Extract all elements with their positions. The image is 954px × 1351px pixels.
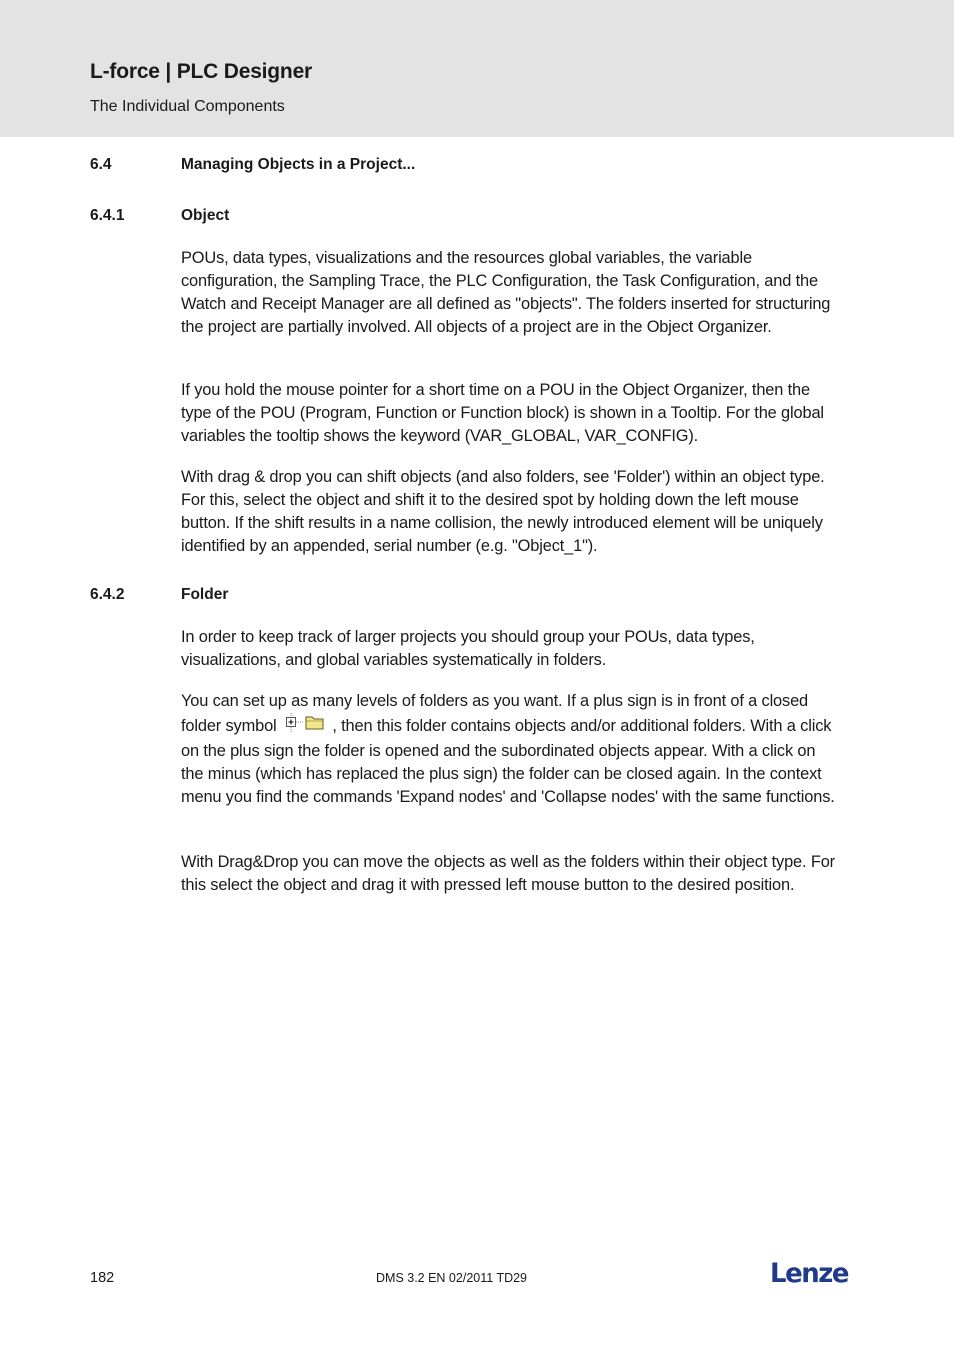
paragraph-text-part: You can set up as many levels of folders as you want. If a plus sign is in front of a closed folder symbol (181, 692, 809, 735)
page-number: 182 (90, 1270, 115, 1286)
section-title: Object (181, 207, 230, 224)
section-number: 6.4 (90, 156, 112, 173)
section-heading-6-4-1 (90, 207, 229, 225)
paragraph-objects-definition: POUs, data types, visualizations and the resources global variables, the variable configuration, the Sampling Trace, the PLC Configuration, the Task Configuration, and the Watch and Receipt Manager are all defined as "objects". The folders inserted for structuring the project are partially involved. All objects of a project are in the Object Organizer. (181, 249, 831, 336)
section-title: Folder (181, 586, 229, 603)
paragraph-text-part: , then this folder contains objects and/or additional folders. With a click on the plus sign the folder is opened and the subordinated objects appear. With a click on the minus (which has replaced the plus sign) the folder can be closed again. In the context menu you find the commands 'Expand nodes' and 'Collapse nodes' with the same functions. (181, 717, 835, 806)
section-title: Managing Objects in a Project... (181, 156, 416, 173)
paragraph-folder-levels (181, 690, 841, 809)
svg-text:Lenze: Lenze (770, 1258, 849, 1286)
paragraph-tooltip: If you hold the mouse pointer for a short time on a POU in the Object Organizer, then the type of the POU (Program, Function or Function block) is shown in a Tooltip. For the global variables the tooltip shows the keyword (VAR_GLOBAL, VAR_CONFIG). (181, 381, 824, 445)
paragraph-folders-intro: In order to keep track of larger projects you should group your POUs, data types, visualizations, and global variables systematically in folders. (181, 628, 755, 669)
section-heading-6-4-2 (90, 586, 228, 604)
document-title: L-force | PLC Designer (90, 60, 313, 83)
document-subtitle: The Individual Components (90, 98, 285, 115)
closed-folder-with-plus-icon (285, 713, 325, 740)
paragraph-drag-drop-folders: With Drag&Drop you can move the objects as well as the folders within their object type. For this select the object and drag it with pressed left mouse button to the desired position. (181, 853, 835, 894)
lenze-logo (770, 1258, 850, 1291)
page-header (0, 0, 954, 137)
section-number: 6.4.2 (90, 586, 125, 603)
document-reference: DMS 3.2 EN 02/2011 TD29 (376, 1271, 528, 1285)
paragraph-drag-drop-objects: With drag & drop you can shift objects (and also folders, see 'Folder') within an object type. For this, select the object and shift it to the desired spot by holding down the left mouse button. If the shift results in a name collision, the newly introduced element will be uniquely identified by an appended, serial number (e.g. "Object_1"). (181, 468, 825, 555)
section-heading-6-4 (90, 156, 415, 174)
section-number: 6.4.1 (90, 207, 125, 224)
